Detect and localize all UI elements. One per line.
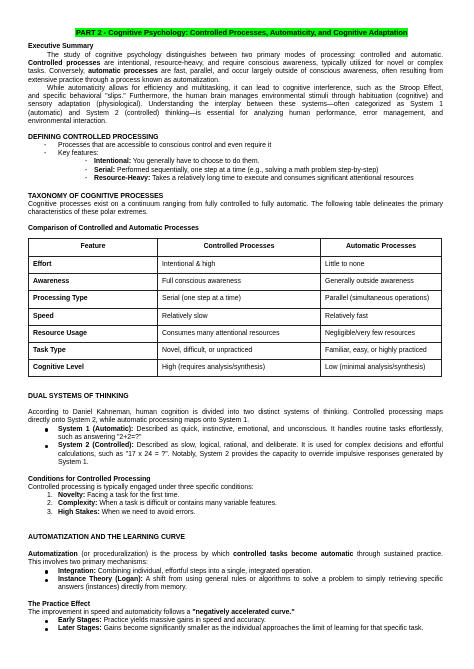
- table-cell-automatic: Negligible/very few resources: [321, 325, 442, 342]
- defining-heading: DEFINING CONTROLLED PROCESSING: [28, 134, 159, 141]
- practice-effect-section: [28, 609, 443, 634]
- executive-summary-paragraph-1: [28, 52, 443, 85]
- executive-summary-heading: Executive Summary: [28, 43, 94, 50]
- text-run: are fast, parallel, and occur largely outside of conscious awareness, often resulting from: [157, 68, 443, 76]
- bold-emphasis: "negatively accelerated curve.": [192, 609, 295, 616]
- table-cell-feature: Awareness: [29, 274, 158, 291]
- paragraph-line: sensory adaptation (physiological). Understanding the interplay between these systems—often categorized as System 1: [28, 101, 443, 109]
- dash-marker: -: [85, 166, 88, 174]
- table-cell-automatic: Parallel (simultaneous operations): [321, 291, 442, 308]
- list-item: [28, 625, 443, 633]
- sub-list-item: [28, 175, 443, 183]
- text-run: tasks. Conversely,: [28, 68, 89, 76]
- bold-term: Intentional:: [94, 158, 132, 166]
- paragraph-line: and specific behavioral "slips." Furthermore, the human brain manages environmental stimuli through habituation (cognitive) and: [28, 93, 443, 101]
- table-row: [29, 257, 442, 274]
- text-run: (or proceduralization) is the process by which: [77, 551, 234, 558]
- bullet-icon: [45, 579, 48, 582]
- numbered-item: [28, 492, 443, 500]
- bold-term: System 1 (Automatic):: [58, 426, 134, 433]
- table-row: [29, 325, 442, 342]
- list-item-line: [58, 576, 443, 584]
- text-run: A shift from using general rules or algorithms to solve a problem to simply retrieving specific: [142, 576, 443, 584]
- table-cell-controlled: Novel, difficult, or unpracticed: [158, 342, 321, 359]
- comparison-table: [28, 238, 442, 377]
- bold-term: Controlled processes: [28, 60, 101, 68]
- table-cell-controlled: Relatively slow: [158, 308, 321, 325]
- list-item-system-1: [28, 426, 443, 442]
- paragraph-line: [28, 77, 443, 85]
- paragraph-line: directly onto System 2, while automatic processing maps onto System 1.: [28, 417, 249, 425]
- text-run: Described as quick, instinctive, emotional, and unconscious. It handles routine tasks effortlessly,: [133, 426, 444, 433]
- item-number: 1.: [47, 492, 53, 500]
- bullet-icon: [45, 428, 48, 431]
- bold-term: Automatization: [28, 551, 78, 558]
- text-run: Gains become significantly smaller as the individual approaches the limit of learning for that specific task.: [101, 625, 424, 633]
- table-cell-feature: Task Type: [29, 342, 158, 359]
- table-header-cell: Controlled Processes: [158, 239, 321, 257]
- list-item-line: [58, 617, 443, 625]
- dash-marker: -: [85, 174, 88, 182]
- bold-term: automatic processes: [88, 68, 158, 76]
- table-cell-feature: Speed: [29, 308, 158, 325]
- table-cell-automatic: Relatively fast: [321, 308, 442, 325]
- paragraph-line: While automaticity allows for efficiency and multitasking, it can lead to cognitive interference, such as the Stroop Effect,: [47, 85, 443, 92]
- table-header-cell: Feature: [29, 239, 158, 257]
- text-run: Facing a task for the first time.: [85, 492, 180, 500]
- paragraph-line: [28, 609, 443, 617]
- list-item-text: [94, 167, 443, 175]
- bold-term: Serial:: [94, 166, 116, 174]
- list-item-system-2: [28, 442, 443, 467]
- defining-list: [28, 142, 443, 183]
- paragraph-line: This involves two primary mechanisms:: [28, 559, 148, 567]
- table-row: [29, 360, 442, 377]
- table-cell-automatic: Little to none: [321, 257, 442, 274]
- taxonomy-heading: TAXONOMY OF COGNITIVE PROCESSES: [28, 193, 164, 200]
- dual-systems-heading: DUAL SYSTEMS OF THINKING: [28, 393, 129, 400]
- list-item-line: [58, 625, 443, 633]
- table-cell-controlled: High (requires analysis/synthesis): [158, 360, 321, 377]
- list-item-text: [94, 158, 443, 166]
- conditions-intro: Controlled processing is typically engaged under three specific conditions:: [28, 484, 254, 491]
- executive-summary-paragraph-2: [28, 85, 443, 126]
- bold-term: Early Stages:: [58, 617, 102, 625]
- list-item: [28, 150, 443, 158]
- table-row: [29, 274, 442, 291]
- table-header-row: [29, 239, 442, 257]
- text-run: When we need to avoid errors.: [99, 508, 196, 516]
- numbered-item: [28, 500, 443, 508]
- table-cell-automatic: Familiar, easy, or highly practiced: [321, 342, 442, 359]
- table-cell-feature: Effort: [29, 257, 158, 274]
- document-title: PART 2 - Cognitive Psychology: Controlled Processes, Automaticity, and Cognitive Adaptation: [76, 28, 408, 37]
- paragraph-line: characteristics of these polar extremes.: [28, 209, 148, 217]
- text-run: Described as slow, logical, rational, and deliberate. It is used for complex decisions and effortful: [133, 442, 443, 450]
- text-run: Practice yields massive gains in speed and accuracy.: [101, 617, 266, 625]
- list-item-line: [58, 426, 443, 434]
- list-item: [28, 617, 443, 625]
- item-number: 3.: [47, 508, 53, 516]
- conditions-heading: Conditions for Controlled Processing: [28, 476, 151, 483]
- bold-term: System 2 (Controlled):: [58, 442, 134, 450]
- table-row: [29, 308, 442, 325]
- taxonomy-paragraph: [28, 201, 443, 217]
- sub-list-item: [28, 167, 443, 175]
- text-run: The improvement in speed and automaticity follows a: [28, 609, 193, 616]
- list-item-text: [58, 500, 443, 508]
- table-cell-controlled: Full conscious awareness: [158, 274, 321, 291]
- list-item-text: [58, 492, 443, 500]
- sub-list-item: [28, 158, 443, 166]
- paragraph-line: [28, 52, 443, 60]
- text-run: Takes a relatively long time to execute and consumes significant attentional resources: [150, 174, 414, 182]
- dual-systems-list: [28, 426, 443, 467]
- paragraph-line: (automatic) and System 2 (controlled) thinking—is essential for analyzing human performance, error management, and: [28, 109, 443, 117]
- list-item-line: answers (instances) directly from memory.: [58, 584, 187, 592]
- bold-term: Instance Theory (Logan):: [58, 576, 143, 584]
- bold-term: Integration:: [58, 568, 96, 575]
- paragraph-line: [28, 68, 443, 76]
- list-item: [28, 576, 443, 592]
- list-item-text: Key features:: [58, 150, 99, 158]
- table-cell-controlled: Serial (one step at a time): [158, 291, 321, 308]
- bold-emphasis: controlled tasks become automatic: [233, 551, 354, 558]
- numbered-item: [28, 509, 443, 517]
- paragraph-line: [28, 551, 443, 559]
- dash-marker: -: [44, 142, 47, 149]
- mechanisms-list: [28, 568, 443, 593]
- table-cell-automatic: Generally outside awareness: [321, 274, 442, 291]
- bullet-icon: [45, 620, 48, 623]
- paragraph-line: environmental interaction.: [28, 117, 107, 125]
- bold-term: High Stakes:: [58, 508, 100, 516]
- paragraph-line: Cognitive processes exist on a continuum ranging from fully controlled to fully automatic. The following table delineates the primary: [28, 201, 443, 208]
- table-cell-feature: Processing Type: [29, 291, 158, 308]
- text-run: Combining individual, effortful steps into a single, integrated operation.: [95, 568, 313, 575]
- conditions-section: [28, 484, 443, 517]
- table-cell-automatic: Low (minimal analysis/synthesis): [321, 360, 442, 377]
- table-cell-feature: Cognitive Level: [29, 360, 158, 377]
- list-item: [28, 568, 443, 576]
- bullet-icon: [45, 445, 48, 448]
- practice-effect-heading: The Practice Effect: [28, 601, 91, 608]
- bullet-icon: [45, 570, 48, 573]
- list-item-text: [94, 175, 443, 183]
- table-cell-controlled: Intentional & high: [158, 257, 321, 274]
- text-run: extensive practice through a process known as automatization.: [28, 76, 220, 84]
- text-run: Performed sequentially, one step at a time (e.g., solving a math problem step-by-step): [115, 166, 379, 174]
- table-caption: Comparison of Controlled and Automatic Processes: [28, 225, 199, 232]
- item-number: 2.: [47, 500, 53, 508]
- list-item-line: [58, 442, 443, 450]
- bold-term: Novelty:: [58, 492, 86, 500]
- paragraph-line: [28, 60, 443, 68]
- list-item-text: [58, 509, 443, 517]
- table-cell-feature: Resource Usage: [29, 325, 158, 342]
- list-item-line: [58, 568, 443, 576]
- list-item: [28, 142, 443, 150]
- automatization-paragraph: [28, 551, 443, 567]
- text-run: The study of cognitive psychology distinguishes between two primary modes of processing: controlled and automatic.: [47, 52, 443, 59]
- list-item-text: Processes that are accessible to conscious control and even require it: [58, 142, 272, 149]
- text-run: You generally have to choose to do them.: [131, 158, 260, 166]
- list-item-line: System 1.: [58, 458, 89, 466]
- table-row: [29, 291, 442, 308]
- text-run: through sustained practice.: [353, 551, 444, 558]
- list-item-line: calculations, such as "17 x 24 = ?". Notably, System 2 provides the capacity to override impulsive responses generated by: [58, 450, 443, 458]
- bold-term: Resource-Heavy:: [94, 174, 151, 182]
- text-run: are intentional, resource-heavy, and require conscious awareness, typically utilized for novel or complex: [100, 60, 443, 68]
- bold-term: Complexity:: [58, 500, 98, 508]
- dash-marker: -: [44, 150, 47, 158]
- table-row: [29, 342, 442, 359]
- dual-systems-paragraph: [28, 409, 443, 425]
- table-header-cell: Automatic Processes: [321, 239, 442, 257]
- dash-marker: -: [85, 158, 88, 166]
- automatization-heading: AUTOMATIZATION AND THE LEARNING CURVE: [28, 534, 185, 541]
- table-cell-controlled: Consumes many attentional resources: [158, 325, 321, 342]
- list-item-line: such as answering "2+2=?": [58, 434, 142, 442]
- text-run: When a task is difficult or contains many variable features.: [97, 500, 277, 508]
- bullet-icon: [45, 628, 48, 631]
- bold-term: Later Stages:: [58, 625, 102, 633]
- paragraph-line: According to Daniel Kahneman, human cognition is divided into two distinct systems of thinking. Controlled processing maps: [28, 409, 443, 416]
